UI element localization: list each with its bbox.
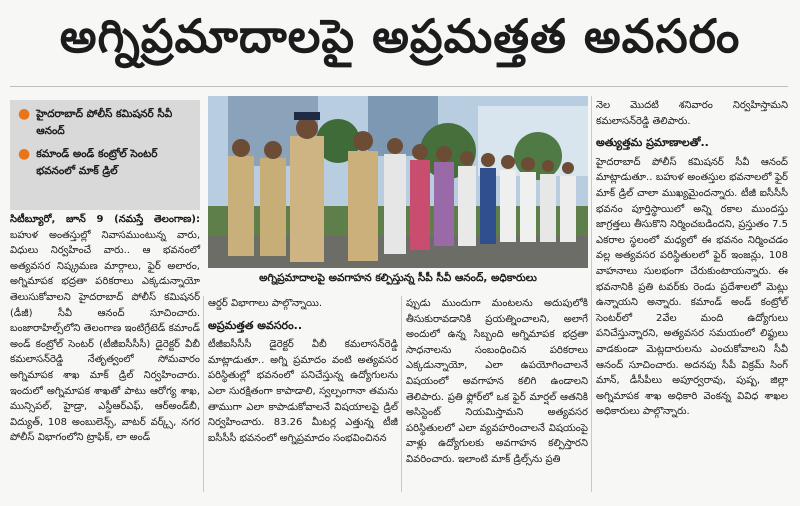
body-text: ప్పుడు ముందుగా మంటలను అదుపులోకి తీసుకురావడానికి ప్రయత్నించాలని, అలాగే అందులో ఉన్న సిబ్బంది అగ్నిమాపక భద్రతా సాధనాలను సంబంధించిన పరికరాలు ఎక్కడున్నాయో, ఎలా ఉపయోగించాలనే విషయంలో అవగాహన కలిగి ఉండాలని తెలిపారు. ప్రతి ఫ్లోర్‌లో ఒక ఫైర్ మార్షల్ ఆతనికి అసిస్టెంట్ నియమిస్తామని అత్యవసర పరిస్థితులలో ఎలా వ్యవహరించాలనే విషయంపై వాళ్లు ఉద్యోగులకు అవగాహన కల్పిస్తారని వివరించారు. ఇలాంటి మాక్ డ్రిల్స్‌ను ప్రతి bbox=[406, 298, 588, 465]
news-photo bbox=[208, 96, 588, 268]
column-divider bbox=[401, 296, 402, 492]
bullet-icon: ● bbox=[18, 106, 31, 122]
body-text: బహుళ అంతస్తుల్లో నివాసముంటున్న వారు, విధులు నిర్వహించే వారు.. ఆ భవనంలో అత్యవసర నిష్క్రమణ మార్గాలు, ఫైర్ అలారం, అగ్నిమాపక భద్రతా పరికరాలు ఎక్కడున్నాయో తెలుసుకోవాలని హైదరాబాద్ పోలీస్ కమిషనర్ (డీజీ) సీవీ ఆనంద్ సూచించారు. బంజారాహిల్స్‌లోని తెలంగాణ ఇంటిగ్రేటెడ్ కమాండ్ అండ్ కంట్రోల్ సెంటర్ (టీజీఐసీసీసీ) డైరెక్టర్ వీబీ కమలాసన్‌రెడ్డి నేతృత్వంలో సోమవారం అగ్నిమాపక శాఖ మాక్ డ్రిల్ నిర్వహించారు. ఇందులో అగ్నిమాపక శాఖతో పాటు ఆరోగ్య శాఖ, మున్సిపల్, హైడ్రా, ఎస్డీఆర్ఎఫ్, ఆర్అండ్‌బీ, విద్యుత్, 108 అంబులెన్స్, వాటర్ వర్క్స్, నగర పోలీస్ విభాగంలోని ట్రాఫిక్, లా అండ్ bbox=[10, 229, 200, 444]
body-text: ఆర్డర్ విభాగాలు పాల్గొన్నాయి. bbox=[208, 298, 323, 309]
summary-text: కమాండ్ అండ్ కంట్రోల్ సెంటర్ భవనంలో మాక్ డ్రిల్ bbox=[36, 148, 158, 177]
photo-caption: అగ్నిప్రమాదాలపై అవగాహన కల్పిస్తున్న సీపీ సీవీ ఆనంద్, అధికారులు bbox=[259, 272, 537, 284]
article-column-1 bbox=[10, 212, 200, 446]
summary-box bbox=[10, 100, 200, 210]
article-column-4 bbox=[596, 98, 788, 420]
subheading: అప్రమత్తత అవసరం.. bbox=[208, 318, 303, 332]
summary-item bbox=[18, 146, 192, 180]
column-divider bbox=[591, 96, 592, 492]
headline-divider bbox=[10, 86, 788, 87]
body-text: టీజీఐసీసీసీ డైరెక్టర్ వీబీ కమలాసన్‌రెడ్డి మాట్లాడుతూ.. అగ్ని ప్రమాదం వంటి అత్యవసర పరిస్థితుల్లో భవనంలో పనిచేస్తున్న ఉద్యోగులను ఎలా సురక్షితంగా కాపాడాలి, స్వల్పంగానా తమను తాముగా ఎలా కాపాడుకోవాలనే విషయాలపై డ్రిల్ నిర్వహించారు. 83.26 మీటర్ల ఎత్తున్న టీజీ ఐసీసీసీ భవనంలో అగ్నిప్రమాదం సంభవించినన bbox=[208, 339, 398, 444]
article-column-3 bbox=[406, 296, 588, 468]
column-divider bbox=[203, 296, 204, 492]
summary-item bbox=[18, 106, 192, 140]
body-text: నెల మొదటి శనివారం నిర్వహిస్తామని కమలాసన్‌రెడ్డి తెలిపారు. bbox=[596, 100, 788, 127]
dateline: సిటీబ్యూరో, జూన్ 9 (నమస్తే తెలంగాణ): bbox=[10, 214, 200, 225]
article-column-2 bbox=[208, 296, 398, 446]
subheading: అత్యుత్తమ ప్రమాణాలతో.. bbox=[596, 136, 709, 150]
body-text: హైదరాబాద్ పోలీస్ కమిషనర్ సీవీ ఆనంద్ మాట్లాడుతూ.. బహుళ అంతస్తుల భవనాలలో ఫైర్ మాక్ డ్రిల్ చాలా ముఖ్యమైందన్నారు. టీజీ ఐసీసీసీ భవనం పూర్తిస్థాయిలో అన్ని రకాల ముందస్తు జాగ్రత్తలు తీసుకొని నిర్మించబడిందని, ప్రస్తుతం 7.5 ఎకరాల స్థలంలో మధ్యలో ఈ భవనం నిర్మించడం వల్ల అత్యవసర పరిస్థితులలో ఫైర్ ఇంజన్లు, 108 వాహనాలు సులభంగా చేరుకుంటాయన్నారు. ఈ భవనానికి ప్రతి టవర్‌కు రెండు ప్రదేశాలలో మెట్లు ఉన్నాయని అన్నారు. కమాండ్ అండ్ కంట్రోల్ సెంటర్‌లో 2వేల మంది ఉద్యోగులు పనిచేస్తున్నారని, అత్యవసర సమయంలో లిఫ్టులు వాడకుండా మెట్లదారులను ఎంచుకోవాలని సీవీ ఆనంద్ సూచించారు. అదనపు సీపీ విక్రమ్ సింగ్ మాన్, డీసీపీలు అపూర్వరావు, పుష్ప, జిల్లా అగ్నిమాపక శాఖ అధికారి వెంకన్న వివిధ శాఖల అధికారులు పాల్గొన్నారు. bbox=[596, 156, 788, 418]
headline: అగ్నిప్రమాదాలపై అప్రమత్తత అవసరం bbox=[59, 9, 741, 63]
bullet-icon: ● bbox=[18, 146, 31, 162]
summary-text: హైదరాబాద్ పోలీస్ కమిషనర్ సీవీ ఆనంద్ bbox=[36, 108, 173, 137]
photo-illustration bbox=[208, 96, 588, 268]
